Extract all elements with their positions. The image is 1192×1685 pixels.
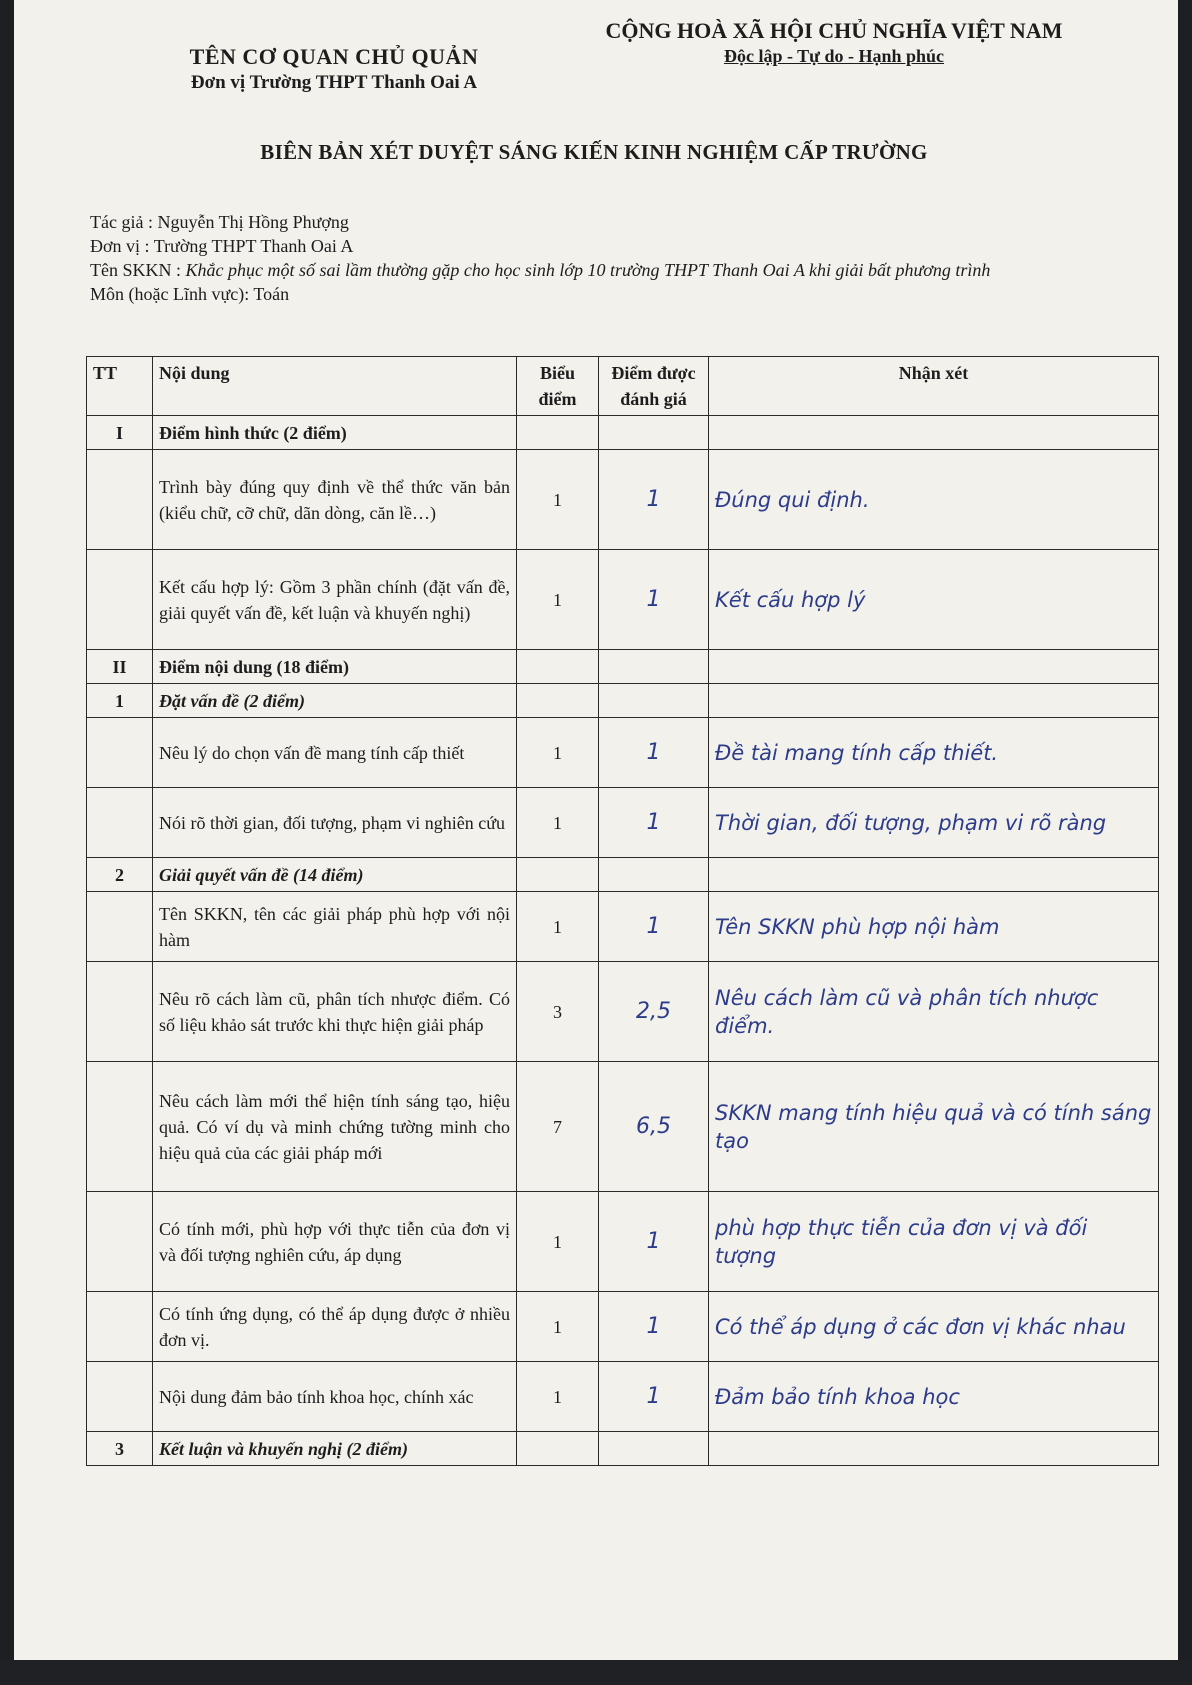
document-title: BIÊN BẢN XÉT DUYỆT SÁNG KIẾN KINH NGHIỆM CẤP TRƯỜNG (260, 140, 928, 164)
header-remark: Nhận xét (709, 357, 1159, 416)
row-content: Nói rõ thời gian, đối tượng, phạm vi nghiên cứu (153, 788, 517, 858)
row-tt: 3 (87, 1432, 153, 1466)
name-value: Khắc phục một số sai lầm thường gặp cho học sinh lớp 10 trường THPT Thanh Oai A khi giải bất phương trình (185, 260, 991, 280)
nation-name: CỘNG HOÀ XÃ HỘI CHỦ NGHĨA VIỆT NAM (605, 18, 1063, 43)
row-max-score: 1 (517, 550, 599, 650)
agency-name: TÊN CƠ QUAN CHỦ QUẢN (189, 44, 479, 69)
row-tt (87, 892, 153, 962)
row-content: Có tính mới, phù hợp với thực tiễn của đơn vị và đối tượng nghiên cứu, áp dụng (153, 1192, 517, 1292)
row-content: Giải quyết vấn đề (14 điểm) (153, 858, 517, 892)
row-remark: phù hợp thực tiễn của đơn vị và đối tượng (709, 1192, 1159, 1292)
row-tt: I (87, 416, 153, 450)
row-content: Nêu rõ cách làm cũ, phân tích nhược điểm. Có số liệu khảo sát trước khi thực hiện giải pháp (153, 962, 517, 1062)
table-row (87, 962, 1159, 1062)
author-line (90, 210, 1150, 234)
table-row (87, 1292, 1159, 1362)
table-row (87, 718, 1159, 788)
row-score (599, 1432, 709, 1466)
info-block (90, 210, 1150, 306)
table-row (87, 858, 1159, 892)
row-tt (87, 550, 153, 650)
national-motto: Độc lập - Tự do - Hạnh phúc (723, 46, 945, 66)
row-remark: SKKN mang tính hiệu quả và có tính sáng tạo (709, 1062, 1159, 1192)
row-max-score: 1 (517, 1192, 599, 1292)
row-score: 1 (599, 450, 709, 550)
row-remark: Thời gian, đối tượng, phạm vi rõ ràng (709, 788, 1159, 858)
row-max-score: 3 (517, 962, 599, 1062)
row-remark (709, 416, 1159, 450)
row-content: Có tính ứng dụng, có thể áp dụng được ở nhiều đơn vị. (153, 1292, 517, 1362)
row-tt (87, 450, 153, 550)
row-max-score: 1 (517, 1292, 599, 1362)
row-score: 1 (599, 892, 709, 962)
field-label: Môn (hoặc Lĩnh vực): (90, 284, 254, 304)
header-tt: TT (87, 357, 153, 416)
row-remark: Nêu cách làm cũ và phân tích nhược điểm. (709, 962, 1159, 1062)
row-score: 1 (599, 788, 709, 858)
row-remark: Đề tài mang tính cấp thiết. (709, 718, 1159, 788)
table-header-row (87, 357, 1159, 416)
row-max-score: 1 (517, 1362, 599, 1432)
row-max-score (517, 858, 599, 892)
row-score (599, 858, 709, 892)
row-content: Trình bày đúng quy định về thể thức văn bản (kiểu chữ, cỡ chữ, dãn dòng, căn lề…) (153, 450, 517, 550)
author-label: Tác giả : (90, 212, 158, 232)
row-remark (709, 858, 1159, 892)
row-max-score: 7 (517, 1062, 599, 1192)
row-score: 1 (599, 1362, 709, 1432)
document-page (14, 0, 1178, 1660)
table-row (87, 1432, 1159, 1466)
row-max-score (517, 416, 599, 450)
name-label: Tên SKKN : (90, 260, 186, 280)
table-row (87, 650, 1159, 684)
national-header (554, 18, 1114, 67)
row-tt (87, 1292, 153, 1362)
row-content: Tên SKKN, tên các giải pháp phù hợp với nội hàm (153, 892, 517, 962)
table-row (87, 550, 1159, 650)
name-line (90, 258, 1150, 282)
table-row (87, 684, 1159, 718)
evaluation-table (86, 356, 1159, 1466)
unit-name: Đơn vị Trường THPT Thanh Oai A (190, 72, 478, 93)
row-remark: Có thể áp dụng ở các đơn vị khác nhau (709, 1292, 1159, 1362)
header-score: Điểm được đánh giá (599, 357, 709, 416)
row-tt: 2 (87, 858, 153, 892)
row-score (599, 684, 709, 718)
row-max-score (517, 1432, 599, 1466)
row-tt (87, 718, 153, 788)
row-tt (87, 1062, 153, 1192)
row-max-score: 1 (517, 788, 599, 858)
row-max-score: 1 (517, 892, 599, 962)
row-tt: 1 (87, 684, 153, 718)
row-tt (87, 788, 153, 858)
field-value: Toán (253, 284, 290, 304)
table-row (87, 1062, 1159, 1192)
row-tt (87, 962, 153, 1062)
row-score: 1 (599, 1292, 709, 1362)
row-score: 2,5 (599, 962, 709, 1062)
row-score: 1 (599, 550, 709, 650)
row-max-score: 1 (517, 718, 599, 788)
row-content: Nội dung đảm bảo tính khoa học, chính xác (153, 1362, 517, 1432)
row-tt (87, 1362, 153, 1432)
row-content: Đặt vấn đề (2 điểm) (153, 684, 517, 718)
table-body (87, 416, 1159, 1466)
row-content: Nêu lý do chọn vấn đề mang tính cấp thiết (153, 718, 517, 788)
table-row (87, 892, 1159, 962)
row-remark: Tên SKKN phù hợp nội hàm (709, 892, 1159, 962)
unit-label: Đơn vị : (90, 236, 154, 256)
row-max-score: 1 (517, 450, 599, 550)
row-content: Nêu cách làm mới thể hiện tính sáng tạo, hiệu quả. Có ví dụ và minh chứng tường minh cho hiệu quả của các giải pháp mới (153, 1062, 517, 1192)
table-row (87, 788, 1159, 858)
header-content: Nội dung (153, 357, 517, 416)
row-remark (709, 1432, 1159, 1466)
field-line (90, 282, 1150, 306)
row-content: Kết cấu hợp lý: Gồm 3 phần chính (đặt vấn đề, giải quyết vấn đề, kết luận và khuyến nghị) (153, 550, 517, 650)
header-max-score: Biểu điểm (517, 357, 599, 416)
row-content: Kết luận và khuyến nghị (2 điểm) (153, 1432, 517, 1466)
unit-value: Trường THPT Thanh Oai A (153, 236, 354, 256)
table-row (87, 450, 1159, 550)
row-tt (87, 1192, 153, 1292)
row-remark: Đảm bảo tính khoa học (709, 1362, 1159, 1432)
row-score: 1 (599, 718, 709, 788)
row-remark (709, 684, 1159, 718)
row-score: 1 (599, 1192, 709, 1292)
row-score (599, 650, 709, 684)
agency-header (124, 44, 544, 94)
table-row (87, 416, 1159, 450)
row-score (599, 416, 709, 450)
table-row (87, 1362, 1159, 1432)
row-remark: Kết cấu hợp lý (709, 550, 1159, 650)
unit-line (90, 234, 1150, 258)
row-tt: II (87, 650, 153, 684)
row-score: 6,5 (599, 1062, 709, 1192)
table-row (87, 1192, 1159, 1292)
bottom-strip (0, 1660, 1192, 1685)
row-remark: Đúng qui định. (709, 450, 1159, 550)
author-value: Nguyễn Thị Hồng Phượng (157, 212, 349, 232)
row-remark (709, 650, 1159, 684)
row-content: Điểm nội dung (18 điểm) (153, 650, 517, 684)
row-max-score (517, 650, 599, 684)
row-max-score (517, 684, 599, 718)
row-content: Điểm hình thức (2 điểm) (153, 416, 517, 450)
